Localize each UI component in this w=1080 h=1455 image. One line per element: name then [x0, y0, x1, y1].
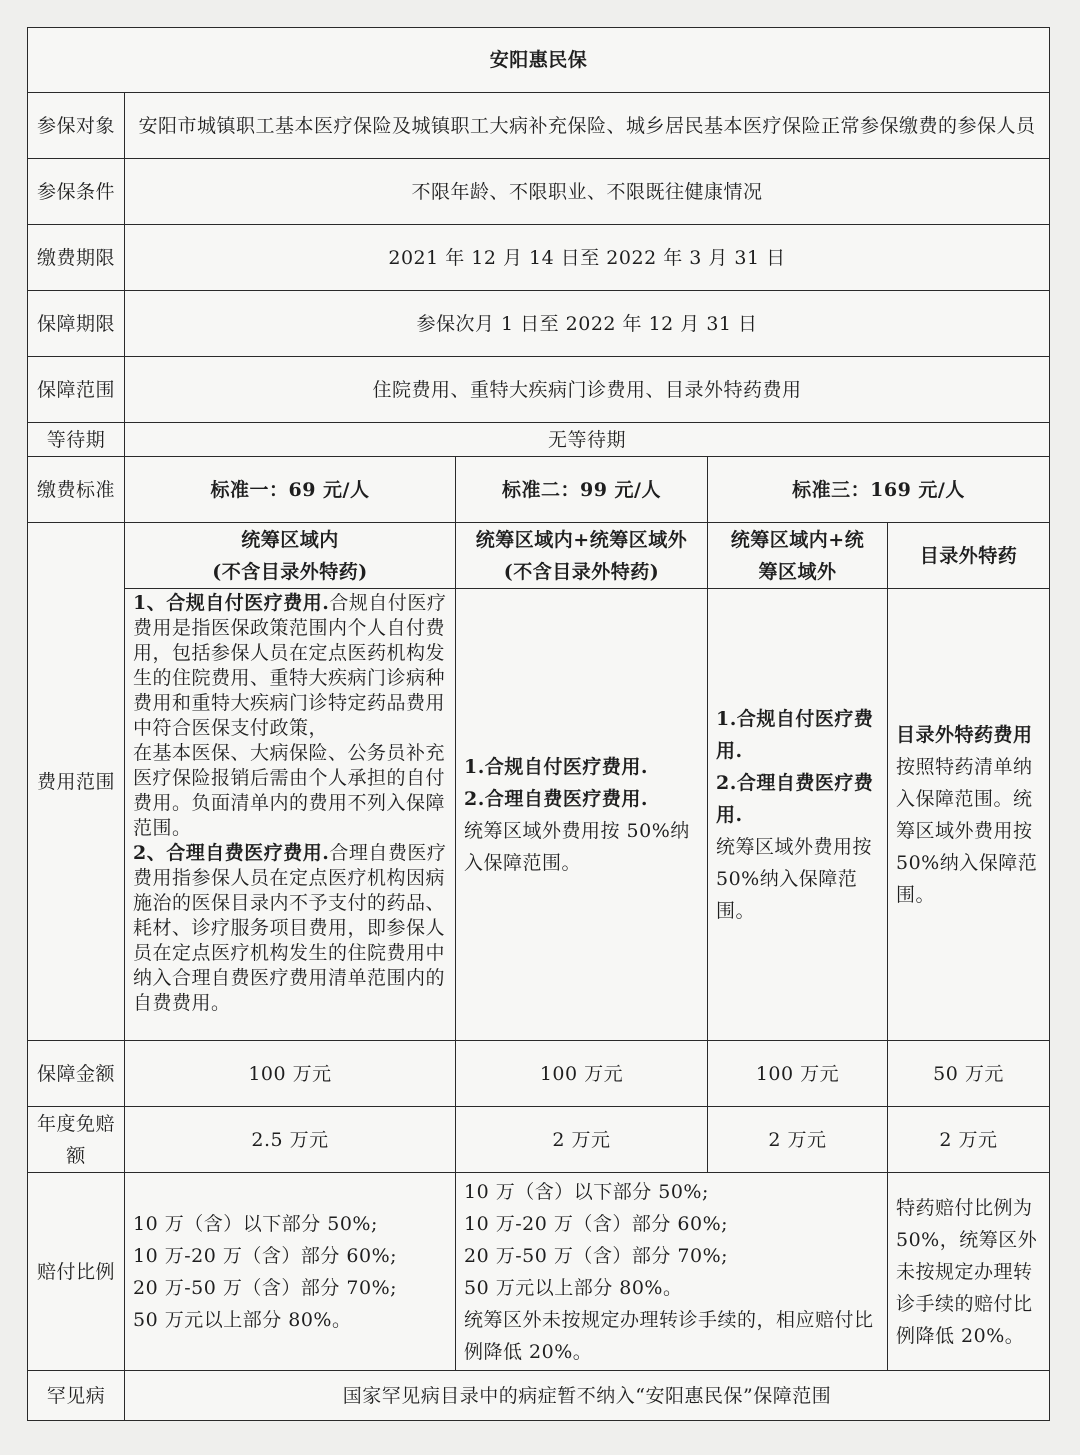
expense-scope-1 [125, 589, 456, 1041]
deductible-1: 2.5 万元 [125, 1107, 456, 1173]
label-coverage-period: 保障期限 [28, 291, 125, 357]
ratio-1 [125, 1173, 456, 1371]
label-coverage-scope: 保障范围 [28, 357, 125, 423]
label-conditions: 参保条件 [28, 159, 125, 225]
ratio-1-line: 10 万（含）以下部分 50%; [133, 1212, 378, 1235]
value-conditions: 不限年龄、不限职业、不限既往健康情况 [125, 159, 1050, 225]
deductible-3: 2 万元 [708, 1107, 888, 1173]
value-insured: 安阳市城镇职工基本医疗保险及城镇职工大病补充保险、城乡居民基本医疗保险正常参保缴费的参保人员 [125, 93, 1050, 159]
ratio-2-line: 10 万（含）以下部分 50%; [464, 1180, 709, 1203]
document-title: 安阳惠民保 [28, 28, 1050, 93]
label-ratio: 赔付比例 [28, 1173, 125, 1371]
ratio-2-3 [456, 1173, 888, 1371]
standard-3: 标准三：169 元/人 [708, 457, 1050, 523]
expense-1-heading-1: 1、合规自付医疗费用. [133, 592, 330, 614]
deductible-2: 2 万元 [456, 1107, 708, 1173]
expense-header-1-line1: 统筹区域内 [241, 528, 339, 551]
expense-1-text-3: 合理自费医疗费用指参保人员在定点医疗机构因病施治的医保目录内不予支付的药品、耗材、诊疗服务项目费用，即参保人员在定点医疗机构发生的住院费用中纳入合理自费医疗费用清单范围内的自费费用。 [133, 842, 447, 1014]
policy-table [27, 27, 1050, 1421]
value-coverage-scope: 住院费用、重特大疾病门诊费用、目录外特药费用 [125, 357, 1050, 423]
standard-2: 标准二：99 元/人 [456, 457, 708, 523]
ratio-1-line: 10 万-20 万（含）部分 60%; [133, 1244, 398, 1267]
expense-4-text: 按照特药清单纳入保障范围。统筹区域外费用按 50%纳入保障范围。 [896, 755, 1038, 906]
label-standards: 缴费标准 [28, 457, 125, 523]
expense-1-text-1: 合规自付医疗费用是指医保政策范围内个人自付费用，包括参保人员在定点医药机构发生的住院费用、重特大疾病门诊病种费用和重特大疾病门诊特定药品费用中符合医保支付政策， [133, 592, 447, 739]
label-amount: 保障金额 [28, 1041, 125, 1107]
amount-3: 100 万元 [708, 1041, 888, 1107]
label-waiting: 等待期 [28, 423, 125, 457]
expense-2-heading-1: 1.合规自付医疗费用. [464, 755, 648, 778]
expense-3-text: 统筹区域外费用按 50%纳入保障范围。 [716, 835, 873, 922]
expense-scope-2 [456, 589, 708, 1041]
expense-header-2-line2: (不含目录外特药) [503, 560, 660, 583]
expense-header-1 [125, 523, 456, 589]
expense-3-heading-1: 1.合规自付医疗费用. [716, 707, 874, 762]
standard-1: 标准一：69 元/人 [125, 457, 456, 523]
expense-scope-4 [888, 589, 1050, 1041]
expense-3-heading-2: 2.合理自费医疗费用. [716, 771, 874, 826]
value-rare: 国家罕见病目录中的病症暂不纳入“安阳惠民保”保障范围 [125, 1371, 1050, 1421]
ratio-2-line: 10 万-20 万（含）部分 60%; [464, 1212, 729, 1235]
expense-header-2 [456, 523, 708, 589]
expense-header-1-line2: (不含目录外特药) [212, 560, 368, 583]
ratio-2-line: 20 万-50 万（含）部分 70%; [464, 1244, 729, 1267]
expense-4-heading: 目录外特药费用 [896, 723, 1033, 746]
label-payment-period: 缴费期限 [28, 225, 125, 291]
expense-1-text-2: 在基本医保、大病保险、公务员补充医疗保险报销后需由个人承担的自付费用。负面清单内的费用不列入保障范围。 [133, 742, 446, 839]
expense-header-2-line1: 统筹区域内+统筹区域外 [475, 528, 688, 551]
amount-4: 50 万元 [888, 1041, 1050, 1107]
label-rare: 罕见病 [28, 1371, 125, 1421]
ratio-1-line: 20 万-50 万（含）部分 70%; [133, 1276, 398, 1299]
amount-1: 100 万元 [125, 1041, 456, 1107]
ratio-1-line: 50 万元以上部分 80%。 [133, 1308, 352, 1331]
value-payment-period: 2021 年 12 月 14 日至 2022 年 3 月 31 日 [125, 225, 1050, 291]
expense-header-3: 统筹区域内+统筹区域外 [708, 523, 888, 589]
expense-2-text: 统筹区域外费用按 50%纳入保障范围。 [464, 819, 690, 874]
expense-header-4: 目录外特药 [888, 523, 1050, 589]
expense-scope-3 [708, 589, 888, 1041]
label-expense: 费用范围 [28, 523, 125, 1041]
expense-2-heading-2: 2.合理自费医疗费用. [464, 787, 648, 810]
value-waiting: 无等待期 [125, 423, 1050, 457]
amount-2: 100 万元 [456, 1041, 708, 1107]
label-insured: 参保对象 [28, 93, 125, 159]
label-deductible: 年度免赔额 [28, 1107, 125, 1173]
ratio-2-line: 统筹区外未按规定办理转诊手续的，相应赔付比例降低 20%。 [464, 1308, 874, 1363]
deductible-4: 2 万元 [888, 1107, 1050, 1173]
expense-1-heading-2: 2、合理自费医疗费用. [133, 842, 330, 864]
ratio-4: 特药赔付比例为 50%，统筹区外未按规定办理转诊手续的赔付比例降低 20%。 [888, 1173, 1050, 1371]
policy-document [27, 27, 1049, 1421]
value-coverage-period: 参保次月 1 日至 2022 年 12 月 31 日 [125, 291, 1050, 357]
ratio-2-line: 50 万元以上部分 80%。 [464, 1276, 683, 1299]
